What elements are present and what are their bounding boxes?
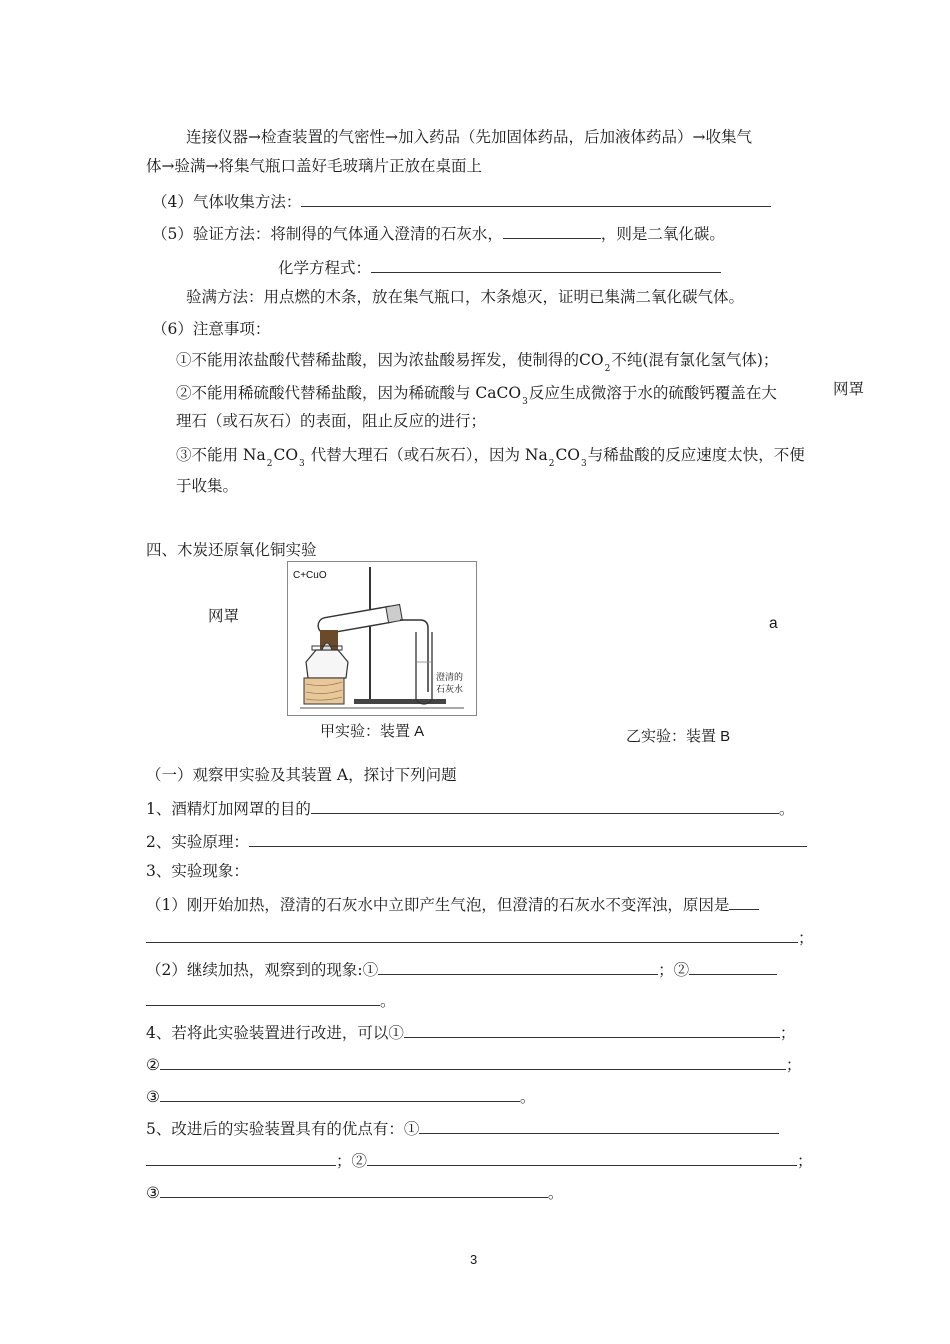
q3-1-text: （1）刚开始加热，澄清的石灰水中立即产生气泡，但澄清的石灰水不变浑浊，原因是 [146, 896, 730, 914]
note-2 [176, 383, 777, 406]
procedure-line-2: 体→验满→将集气瓶口盖好毛玻璃片正放在桌面上 [146, 157, 482, 175]
note-3-subscript-4: 3 [581, 459, 587, 469]
q3-2-end: 。 [380, 992, 396, 1010]
note-1-text-a: ①不能用浓盐酸代替稀盐酸，因为浓盐酸易挥发，使制得的CO [176, 351, 604, 369]
full-check-text: 验满方法：用点燃的木条，放在集气瓶口，木条熄灭，证明已集满二氧化碳气体。 [186, 288, 745, 306]
equation-line [278, 256, 721, 278]
note-2-subscript: 3 [522, 397, 528, 407]
q3-1-end: ； [798, 929, 814, 947]
q5-circle-3: ③ [146, 1184, 160, 1202]
label-a: a [769, 615, 778, 632]
q2-line [146, 830, 807, 852]
delivery-tube [400, 620, 428, 692]
q5-text: 5、改进后的实验装置具有的优点有：① [146, 1120, 420, 1138]
caption-apparatus-a: 甲实验：装置 A [320, 723, 425, 740]
q5-answer-blank-3[interactable] [160, 1181, 548, 1198]
note-3-subscript-1: 2 [266, 459, 273, 469]
note-3-text-e: 与稀盐酸的反应速度太快，不便 [587, 446, 805, 464]
side-label-net-cover-left: 网罩 [208, 608, 240, 625]
q4-circle-2: ② [146, 1056, 160, 1074]
note-1-text-b: 不纯(混有氯化氢气体)； [611, 351, 779, 369]
note-2-text-a: ②不能用稀硫酸代替稀盐酸，因为稀硫酸与 CaCO [176, 384, 522, 402]
item4-line [152, 190, 771, 212]
q4-line-2 [146, 1053, 801, 1075]
q4-text: 4、若将此实验装置进行改进，可以① [146, 1024, 404, 1042]
q4-answer-blank-2[interactable] [160, 1053, 786, 1070]
page-number: 3 [470, 1252, 478, 1267]
q5-semicolon: ； [797, 1152, 813, 1170]
q3-1-answer-blank[interactable] [146, 926, 798, 943]
q2-label: 2、实验原理： [146, 833, 249, 851]
q5-line [146, 1117, 779, 1139]
part-1-title: （一）观察甲实验及其装置 A，探讨下列问题 [146, 766, 457, 784]
caption-apparatus-b: 乙实验：装置 B [626, 728, 731, 745]
q3-2-line [146, 958, 777, 980]
note-3-text-c: 代替大理石（或石灰石），因为 Na [305, 446, 548, 464]
q3-1-line-2 [146, 926, 814, 948]
note-3-subscript-3: 2 [548, 459, 555, 469]
note-3-text-b: CO [273, 446, 299, 464]
collection-tube [416, 632, 432, 704]
note-3-text-d: CO [555, 446, 581, 464]
item5-prefix: （5）验证方法：将制得的气体通入澄清的石灰水， [152, 225, 503, 243]
q5-line-3 [146, 1181, 563, 1203]
q3-2-line-2 [146, 989, 396, 1011]
alcohol-lamp [306, 650, 348, 678]
procedure-line-1: 连接仪器→检查装置的气密性→加入药品（先加固体药品，后加液体药品）→收集气 [186, 128, 752, 146]
q4-semicolon: ； [779, 1024, 796, 1042]
q4-line-3 [146, 1085, 535, 1107]
limewater-label-1: 澄清的 [436, 673, 464, 683]
equation-answer-blank[interactable] [371, 256, 721, 273]
note-3-text-a: ③不能用 Na [176, 446, 266, 464]
item6-label: （6）注意事项： [152, 320, 271, 338]
q5-line-2 [146, 1149, 813, 1171]
q4-line [146, 1021, 795, 1043]
q3-2-text: （2）继续加热，观察到的现象:① [146, 961, 379, 979]
q1-line [146, 797, 794, 819]
q5-answer-blank-1[interactable] [419, 1117, 779, 1134]
apparatus-a-figure [287, 561, 477, 716]
q4-answer-blank-3[interactable] [160, 1085, 520, 1102]
note-1-subscript: 2 [604, 364, 611, 374]
q1-answer-blank[interactable] [311, 797, 779, 814]
q5-circle-2: ；② [336, 1152, 368, 1170]
item4-label: （4）气体收集方法： [152, 193, 302, 211]
q2-answer-blank[interactable] [249, 830, 807, 847]
q1-label: 1、酒精灯加网罩的目的 [146, 800, 311, 818]
item5-line [152, 222, 725, 244]
q5-answer-blank-2[interactable] [367, 1149, 797, 1166]
q3-1-line [146, 893, 759, 915]
section-4-title: 四、木炭还原氧化铜实验 [146, 541, 317, 559]
q3-2-mid: ；② [658, 961, 690, 979]
note-1 [176, 350, 778, 373]
q3-1-answer-blank-start[interactable] [729, 893, 759, 910]
q4-semicolon-2: ； [785, 1056, 802, 1074]
q4-circle-3: ③ [146, 1088, 160, 1106]
note-3 [176, 445, 805, 468]
item5-answer-blank[interactable] [503, 222, 601, 239]
q5-answer-blank-1-cont[interactable] [146, 1149, 336, 1166]
note-3-line-2: 于收集。 [176, 477, 239, 495]
q3-2-answer-blank-2-cont[interactable] [146, 989, 380, 1006]
q3-label: 3、实验现象： [146, 862, 249, 880]
note-2-text-b: 反应生成微溶于水的硫酸钙覆盖在大 [528, 384, 777, 402]
note-3-subscript-2: 3 [299, 459, 305, 469]
equation-label: 化学方程式： [278, 259, 372, 277]
note-2-line-2: 理石（或石灰石）的表面，阻止反应的进行； [176, 412, 487, 430]
item5-suffix: ，则是二氧化碳。 [600, 225, 725, 243]
q1-end: 。 [778, 800, 795, 818]
reactants-label: C+CuO [293, 570, 327, 581]
q4-end: 。 [519, 1088, 536, 1106]
apparatus-a-drawing [288, 562, 476, 715]
item4-answer-blank[interactable] [301, 190, 771, 207]
q4-answer-blank-1[interactable] [404, 1021, 780, 1038]
q3-2-answer-blank-1[interactable] [378, 958, 658, 975]
q5-end: 。 [547, 1184, 564, 1202]
limewater-label-2: 石灰水 [436, 685, 464, 695]
side-label-net-cover-right: 网罩 [833, 381, 865, 398]
q3-2-answer-blank-2[interactable] [689, 958, 777, 975]
